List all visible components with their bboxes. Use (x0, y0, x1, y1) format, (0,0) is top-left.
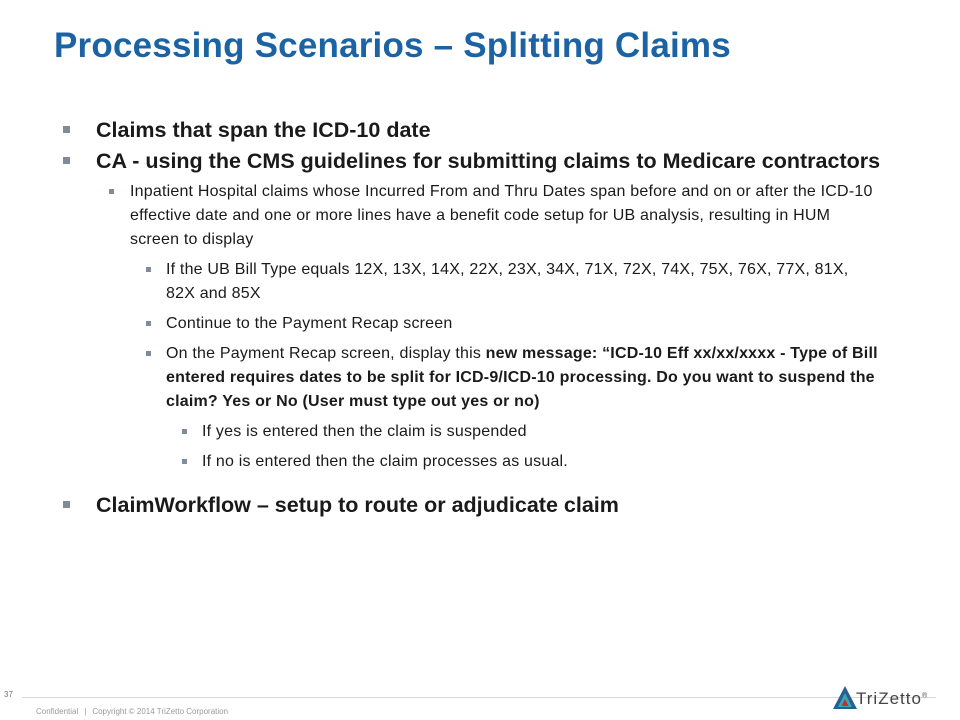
bullet-level1 (96, 117, 890, 143)
square-bullet-icon (63, 501, 70, 508)
bullet-level3 (166, 258, 878, 306)
square-bullet-icon (146, 351, 151, 356)
square-bullet-icon (146, 321, 151, 326)
bullet-text: Claims that span the ICD-10 date (96, 118, 431, 142)
bullet-level1 (96, 492, 890, 518)
footer-divider (22, 697, 936, 698)
bullet-text: Continue to the Payment Recap screen (166, 315, 453, 332)
copyright-label: Copyright © 2014 TriZetto Corporation (92, 707, 229, 716)
slide-content (0, 112, 960, 522)
slide-title: Processing Scenarios – Splitting Claims (54, 26, 731, 65)
square-bullet-icon (63, 126, 70, 133)
bullet-text: ClaimWorkflow – setup to route or adjudicate claim (96, 493, 619, 517)
bullet-level4 (202, 420, 880, 444)
footer-separator: | (84, 707, 87, 716)
bullet-level3 (166, 312, 878, 336)
registered-mark: ® (921, 692, 929, 700)
bullet-level3 (166, 342, 878, 414)
square-bullet-icon (109, 189, 114, 194)
bullet-level2 (130, 180, 880, 252)
square-bullet-icon (63, 157, 70, 164)
bullet-text: If no is entered then the claim processes as usual. (202, 453, 568, 470)
square-bullet-icon (182, 459, 187, 464)
bullet-level4 (202, 450, 880, 474)
bullet-text: If yes is entered then the claim is suspended (202, 423, 527, 440)
bullet-text: If the UB Bill Type equals 12X, 13X, 14X, 22X, 23X, 34X, 71X, 72X, 74X, 75X, 76X, 77X, 81X, 82X and 85X (166, 261, 849, 302)
logo-text: TriZetto (856, 689, 922, 708)
page-number: 37 (4, 690, 13, 699)
bullet-text: Inpatient Hospital claims whose Incurred From and Thru Dates span before and on or after the ICD-10 effective date and one or more lines have a benefit code setup for UB analysis, resulting in HUM screen to display (130, 183, 873, 248)
bullet-text: CA - using the CMS guidelines for submitting claims to Medicare contractors (96, 149, 881, 173)
trizetto-triangle-icon (832, 685, 858, 711)
square-bullet-icon (182, 429, 187, 434)
bullet-text-prefix: On the Payment Recap screen, display this (166, 345, 486, 362)
bullet-level1 (96, 148, 890, 174)
trizetto-logo (832, 683, 940, 713)
footer-text (36, 707, 228, 716)
bullet-text-bold-message: new message: “ICD-10 Eff xx/xx/xxxx - Type of Bill entered requires dates to be split for ICD-9/ICD-10 processing. Do you want to suspend the claim? Yes or No (User must type out yes or no) (166, 345, 878, 410)
confidential-label: Confidential (36, 707, 79, 716)
logo-wordmark (856, 689, 928, 709)
square-bullet-icon (146, 267, 151, 272)
